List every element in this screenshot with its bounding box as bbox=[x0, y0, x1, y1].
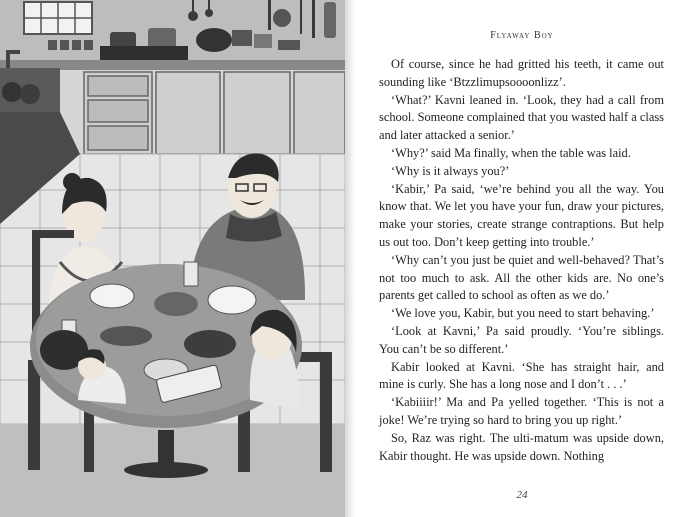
text-page bbox=[355, 0, 689, 517]
paragraph: Kabir looked at Kavni. ‘She has straight hair, and mine is curly. She has a long nose and I don’t . . .’ bbox=[379, 359, 664, 392]
story-text bbox=[379, 56, 664, 465]
paragraph: ‘What?’ Kavni leaned in. ‘Look, they had a call from school. Someone complained that you wasted half a class and later attacked a senior.’ bbox=[379, 92, 664, 143]
page-number: 24 bbox=[516, 489, 528, 501]
paragraph: So, Raz was right. The ulti-matum was upside down, Kabir thought. He was upside down. Nothing bbox=[379, 430, 664, 463]
kitchen-cabinets bbox=[84, 72, 345, 154]
paragraph: ‘Kabir,’ Pa said, ‘we’re behind you all the way. You know that. We let you have your fun, draw your pictures, make your stories, create strange contraptions. But help us out too. Don’t keep getting into trouble.’ bbox=[379, 181, 664, 249]
paragraph: ‘Why is it always you?’ bbox=[391, 163, 510, 178]
girl-figure bbox=[250, 310, 300, 410]
paragraph: ‘Why can’t you just be quiet and well-behaved? That’s not too much to ask. All the other kids are. No one’s parents get called to school as often as we do.’ bbox=[379, 252, 664, 303]
paragraph: Of course, since he had gritted his teeth, it came out sounding like ‘Btzzlimupsoooonlizz’. bbox=[379, 57, 664, 89]
page-gutter bbox=[345, 0, 355, 517]
window bbox=[24, 2, 92, 34]
paragraph: ‘Kabiiiir!’ Ma and Pa yelled together. ‘This is not a joke! We’re trying so hard to bring you up right.’ bbox=[379, 395, 664, 427]
paragraph: ‘Why?’ said Ma finally, when the table was laid. bbox=[391, 145, 631, 160]
running-head: Flyaway Boy bbox=[490, 30, 554, 41]
paragraph: ‘Look at Kavni,’ Pa said proudly. ‘You’re siblings. You can’t be so different.’ bbox=[379, 323, 664, 356]
paragraph: ‘We love you, Kabir, but you need to start behaving.’ bbox=[391, 306, 655, 321]
